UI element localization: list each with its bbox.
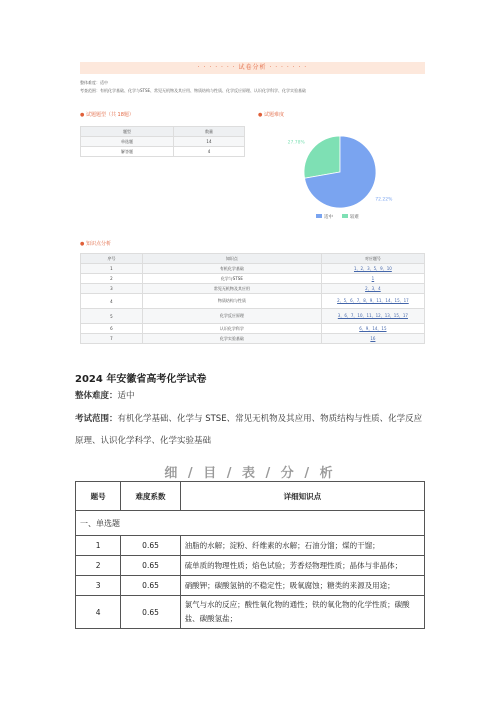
type-section-title: ● 试题题型（共 18题） — [80, 112, 134, 118]
question-links[interactable]: 1，2，3，5，9，10 — [353, 265, 392, 271]
table-row: 1 0.65 油脂的水解；淀粉、纤维素的水解；石油分馏；煤的干馏； — [76, 536, 425, 556]
type-table — [80, 126, 245, 157]
difficulty-pie-chart — [258, 120, 428, 225]
difficulty-section-title: ● 试题难度 — [258, 112, 284, 118]
kp-index-header: 序号 — [81, 254, 143, 264]
question-links[interactable]: 16 — [370, 336, 376, 341]
knowledge-section-title: ● 知识点分析 — [80, 241, 111, 247]
table-row: 解答题 4 — [81, 147, 245, 157]
table-row: 2 化学与STSE 1 — [81, 274, 425, 284]
difficulty-header: 难度系数 — [121, 482, 180, 511]
detail-table — [75, 481, 425, 629]
question-links[interactable]: 1 — [371, 276, 375, 281]
table-row: 3 常见无机物及其应用 2，3，4 — [81, 284, 425, 294]
pie-label: 72.22% — [375, 197, 393, 203]
detail-title: 细 / 目 / 表 / 分 / 析 — [164, 466, 336, 481]
summary-difficulty: 整体难度：适中 — [80, 80, 108, 85]
table-row: 7 化学实验基础 16 — [81, 334, 425, 344]
pie-label: 27.78% — [287, 140, 305, 146]
summary-scope: 考查范围：有机化学基础、化学与STSE、常见无机物及其应用、物质结构与性质、化学反应原理、认识化学科学、化学实验基础 — [80, 88, 307, 93]
question-no-header: 题号 — [76, 482, 121, 511]
table-row: 6 认识化学科学 6，9，14，15 — [81, 324, 425, 334]
legend-swatch — [316, 214, 322, 218]
knowledge-header: 详细知识点 — [180, 482, 424, 511]
table-row: 4 0.65 氯气与水的反应；酸性氧化物的通性；铁的氧化物的化学性质；碳酸盐、碳酸氢盐； — [76, 596, 425, 629]
analysis-banner: · · · · · · · 试卷分析 · · · · · · · — [80, 62, 425, 74]
question-links[interactable]: 2，3，4 — [365, 285, 381, 291]
doc-difficulty: 整体难度：适中 — [75, 391, 135, 401]
pie-slice-较难 — [304, 136, 340, 178]
question-links[interactable]: 6，9，14，15 — [359, 325, 387, 331]
legend-label: 适中 — [324, 215, 333, 220]
table-row: 3 0.65 硝酸钾；碳酸氢钠的不稳定性；吸氧腐蚀；糖类的来源及用途； — [76, 576, 425, 596]
question-links[interactable]: 2，5，6，7，8，9，11，14，15，17 — [337, 298, 409, 303]
type-header: 题型 — [81, 127, 174, 137]
table-row: 单选题 14 — [81, 137, 245, 147]
question-links[interactable]: 3，6，7，10，11，12，13，15，17 — [337, 313, 408, 318]
table-row: 2 0.65 硫单质的物理性质；焰色试验；芳香烃物理性质；晶体与非晶体； — [76, 556, 425, 576]
doc-scope: 考试范围：有机化学基础、化学与 STSE、常见无机物及其应用、物质结构与性质、化学反应原理、认识化学科学、化学实验基础 — [75, 414, 423, 446]
legend-swatch — [342, 214, 348, 218]
table-row: 4 物质结构与性质 2，5，6，7，8，9，11，14，15，17 — [81, 294, 425, 309]
kp-name-header: 知识点 — [142, 254, 321, 264]
kp-questions-header: 对应题号 — [321, 254, 424, 264]
knowledge-table — [80, 253, 425, 344]
table-row: 1 有机化学基础 1，2，3，5，9，10 — [81, 264, 425, 274]
section-single-choice: 一、单选题 — [76, 511, 425, 536]
document-title: 2024 年安徽省高考化学试卷 — [75, 374, 207, 385]
legend-label: 较难 — [350, 215, 359, 220]
table-row: 5 化学反应原理 3，6，7，10，11，12，13，15，17 — [81, 309, 425, 324]
count-header: 数量 — [173, 127, 244, 137]
